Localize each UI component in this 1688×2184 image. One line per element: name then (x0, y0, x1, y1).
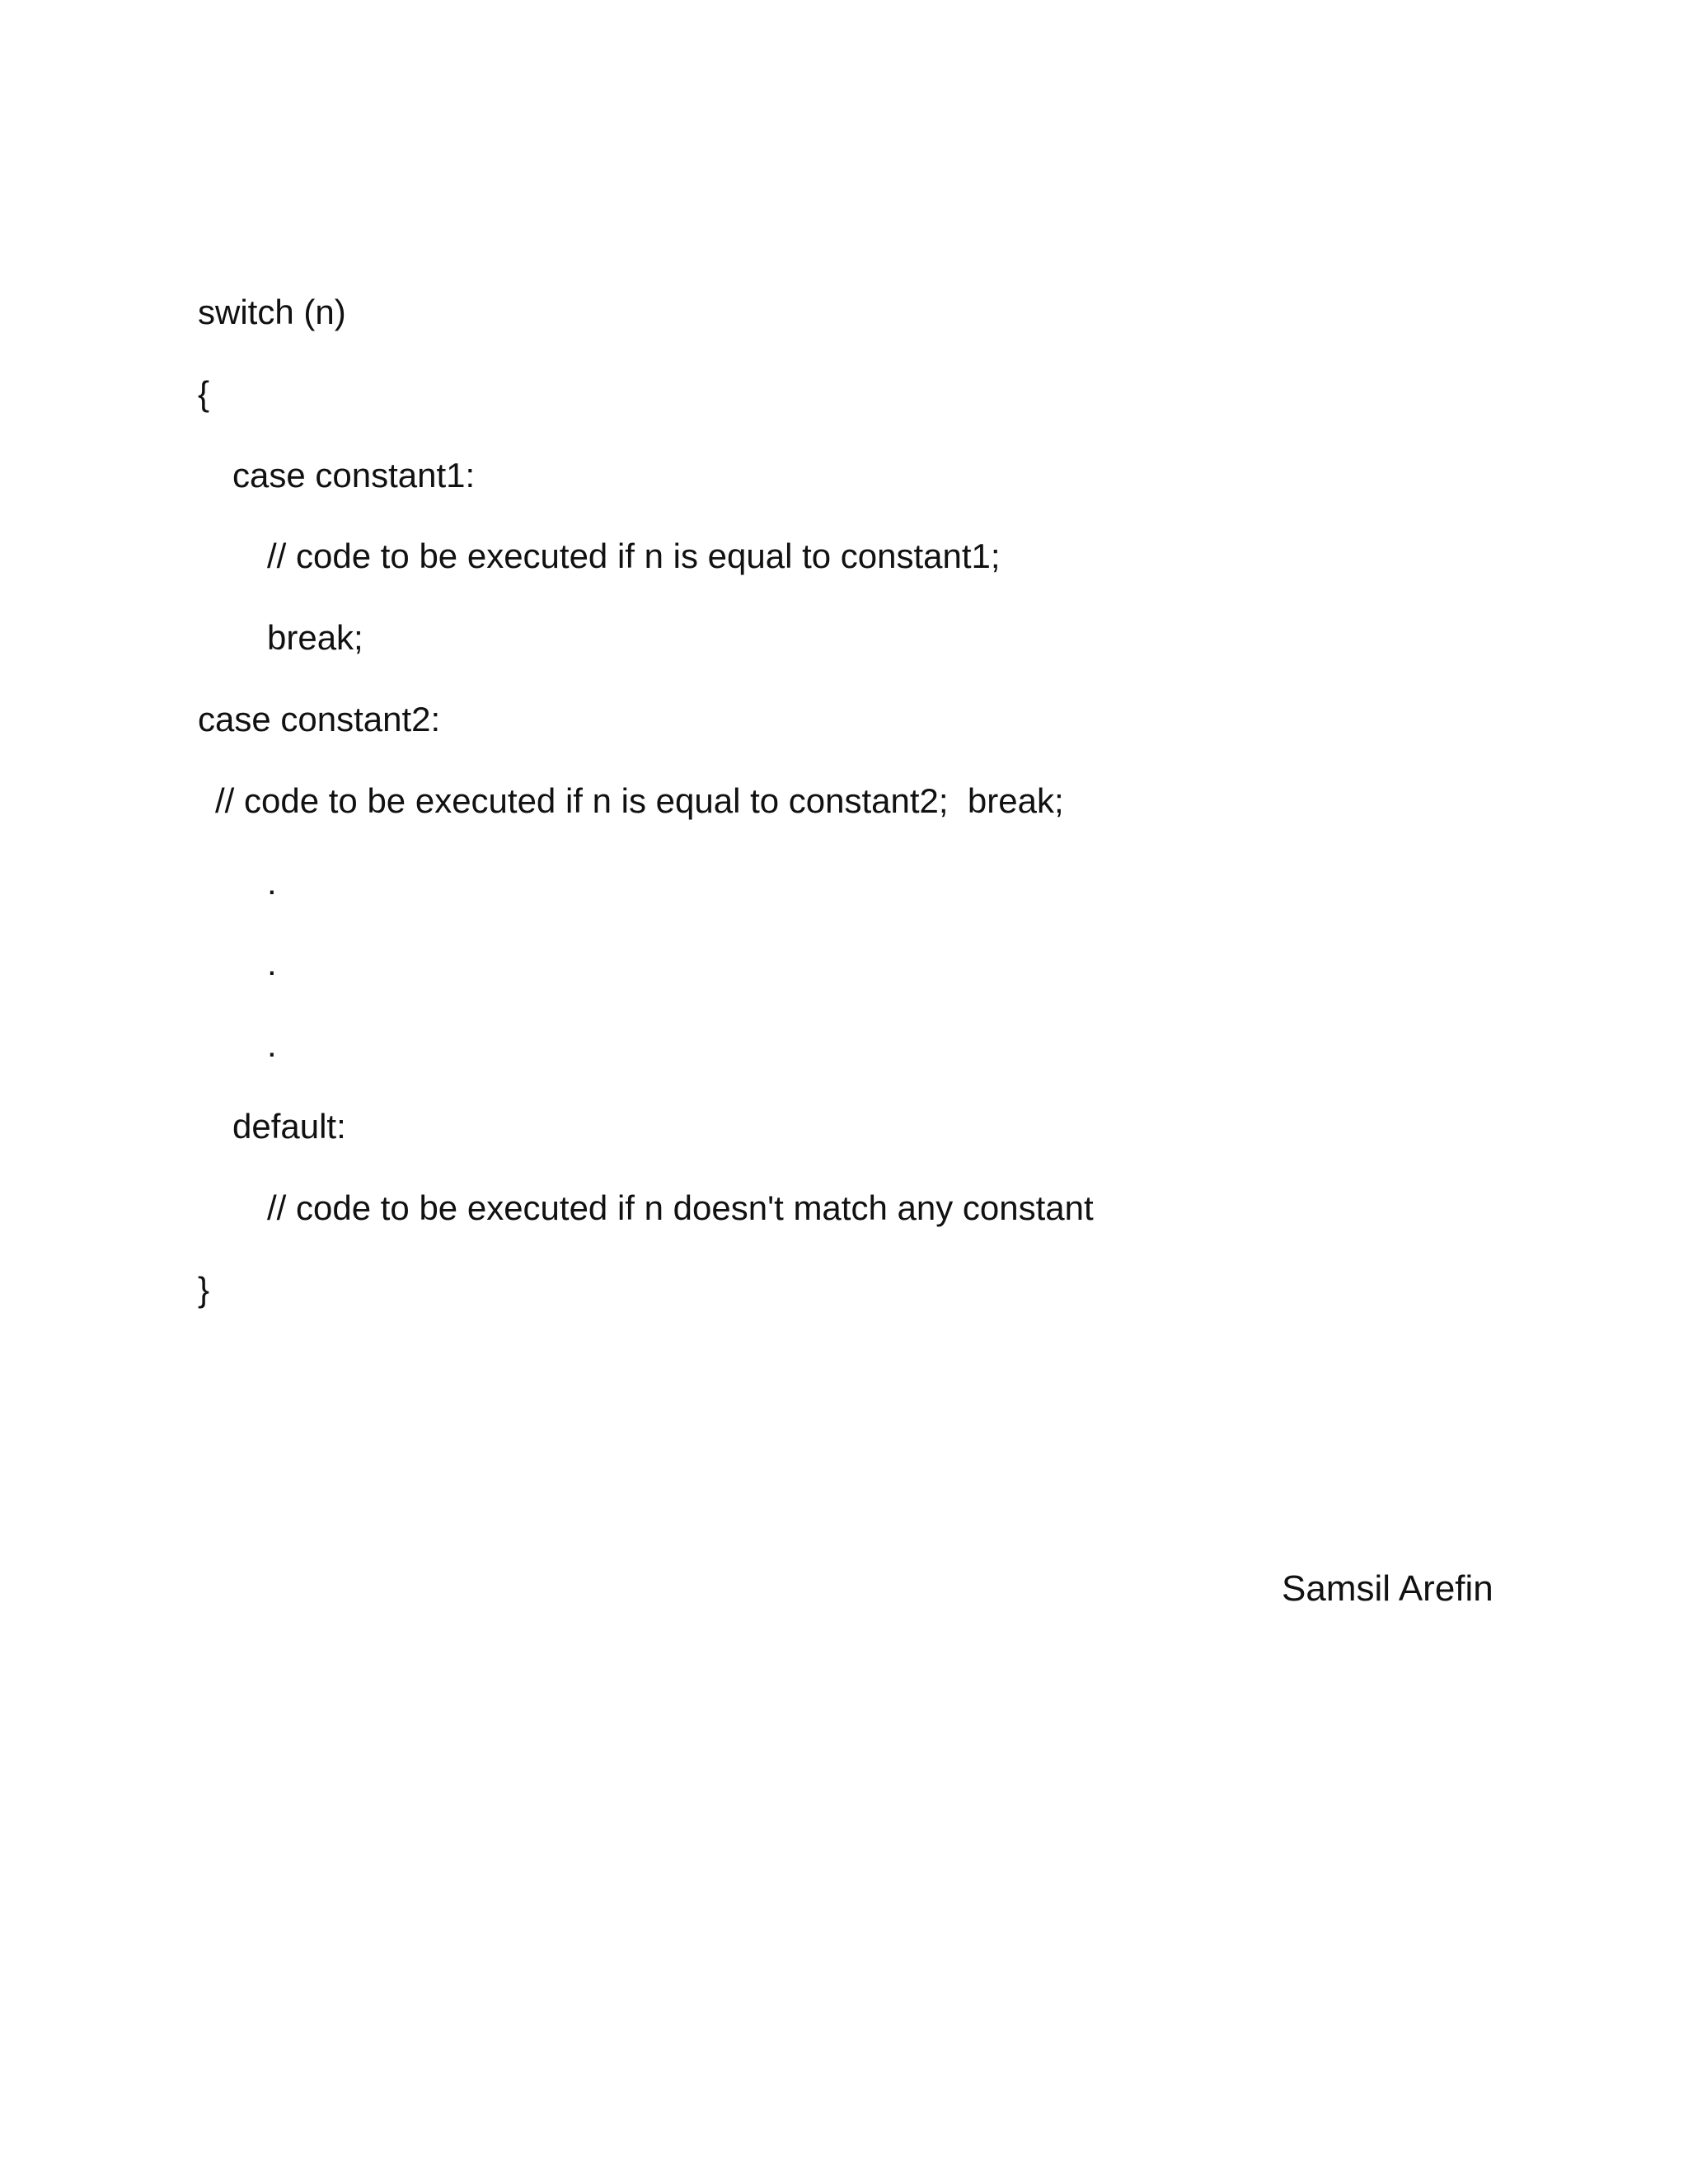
code-line-comment-1: // code to be executed if n is equal to constant1; (267, 537, 1001, 576)
code-line-case-1: case constant1: (232, 455, 476, 494)
author-signature: Samsil Arefin (1282, 1568, 1493, 1609)
code-line-comment-default: // code to be executed if n doesn't match any constant (267, 1188, 1094, 1227)
code-line-ellipsis-2: . (267, 944, 277, 983)
code-line-open-brace: { (198, 373, 210, 413)
code-line-ellipsis-1: . (267, 862, 277, 902)
code-line-comment-2: // code to be executed if n is equal to constant2; break; (215, 780, 1064, 820)
code-line-ellipsis-3: . (267, 1025, 277, 1065)
code-line-close-brace: } (198, 1269, 210, 1309)
code-snippet (198, 272, 1434, 1330)
code-line-switch: switch (n) (198, 293, 346, 331)
code-line-case-2: case constant2: (198, 699, 441, 738)
code-line-default: default: (232, 1106, 346, 1146)
code-line-break-1: break; (267, 618, 363, 658)
